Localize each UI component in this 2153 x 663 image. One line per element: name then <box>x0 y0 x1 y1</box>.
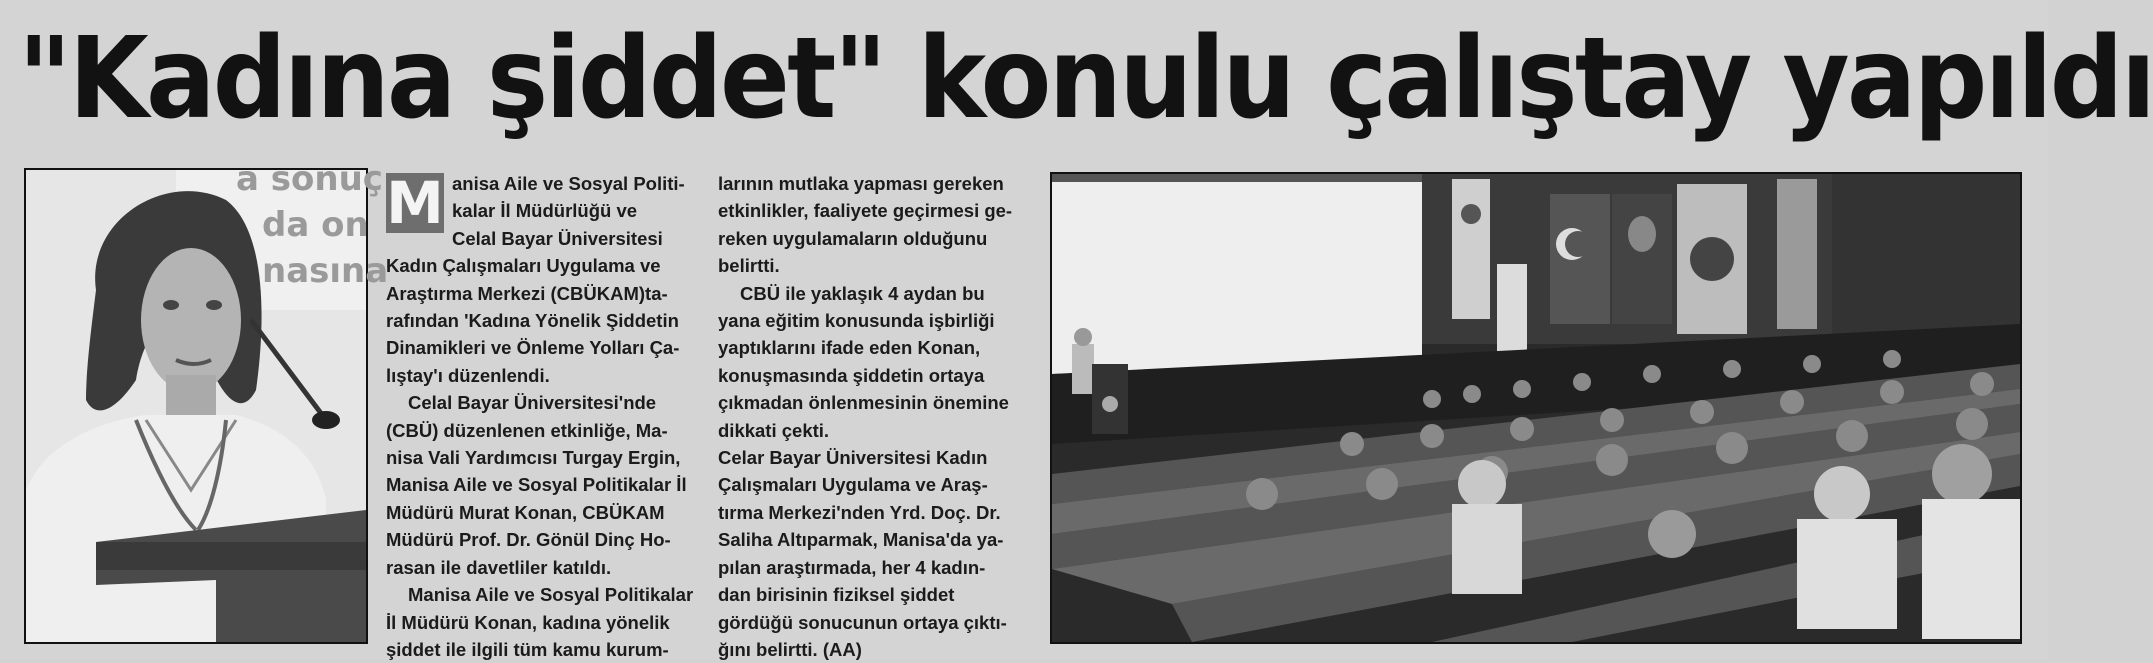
headline: "Kadına şiddet" konulu çalıştay yapıldı <box>18 14 2153 144</box>
paragraph-3: Manisa Aile ve Sosyal Politikalar İl Müdürü Konan, kadına yönelik şiddet ile ilgili tüm kamu kurum- <box>386 584 694 660</box>
paragraph-6: Celar Bayar Üniversitesi Kadın Çalışmaları Uygulama ve Araş- tırma Merkezi'nden Yrd. Doç. Dr. Saliha Altıparmak, Manisa'da ya- pılan araştırmada, her 4 kadın- dan birisinin fiziksel şiddet gördüğü sonucunun ortaya çıktı- ğını belirtti. <box>718 447 1007 660</box>
speaker-photo <box>24 159 389 644</box>
dropcap: M <box>386 169 444 237</box>
article-column-2 <box>718 170 1028 663</box>
backdrop-text-1: a sonuç <box>236 159 383 199</box>
paragraph-5: CBÜ ile yaklaşık 4 aydan bu yana eğitim konusunda işbirliği yaptıklarını ifade eden Konan, konuşmasında şiddetin ortaya çıkmadan önlenmesinin önemine dikkati çekti. <box>718 282 1009 441</box>
backdrop-text-2: da on <box>262 205 369 245</box>
agency-credit: (AA) <box>822 638 862 660</box>
backdrop-text-3: nasına <box>262 251 389 291</box>
paragraph-1: anisa Aile ve Sosyal Politi- kalar İl Müdürlüğü ve Celal Bayar Üniversitesi Kadın Çalışmaları Uygulama ve Araştırma Merkezi (CBÜKAM)ta- rafından 'Kadına Yönelik Şiddetin Dinamikleri ve Önleme Yolları Ça- lıştay'ı düzenlendi. <box>386 173 685 386</box>
paragraph-2: Celal Bayar Üniversitesi'nde (CBÜ) düzenlenen etkinliğe, Ma- nisa Vali Yardımcısı Turgay Ergin, Manisa Aile ve Sosyal Politikalar İl Müdürü Murat Konan, CBÜKAM Müdürü Prof. Dr. Gönül Dinç Ho- rasan ile davetliler katıldı. <box>386 392 687 578</box>
article-column-1 <box>386 170 696 663</box>
auditorium-photo <box>1050 172 2022 644</box>
paragraph-4: larının mutlaka yapması gereken etkinlikler, faaliyete geçirmesi ge- reken uygulamaların olduğunu belirtti. <box>718 173 1013 277</box>
